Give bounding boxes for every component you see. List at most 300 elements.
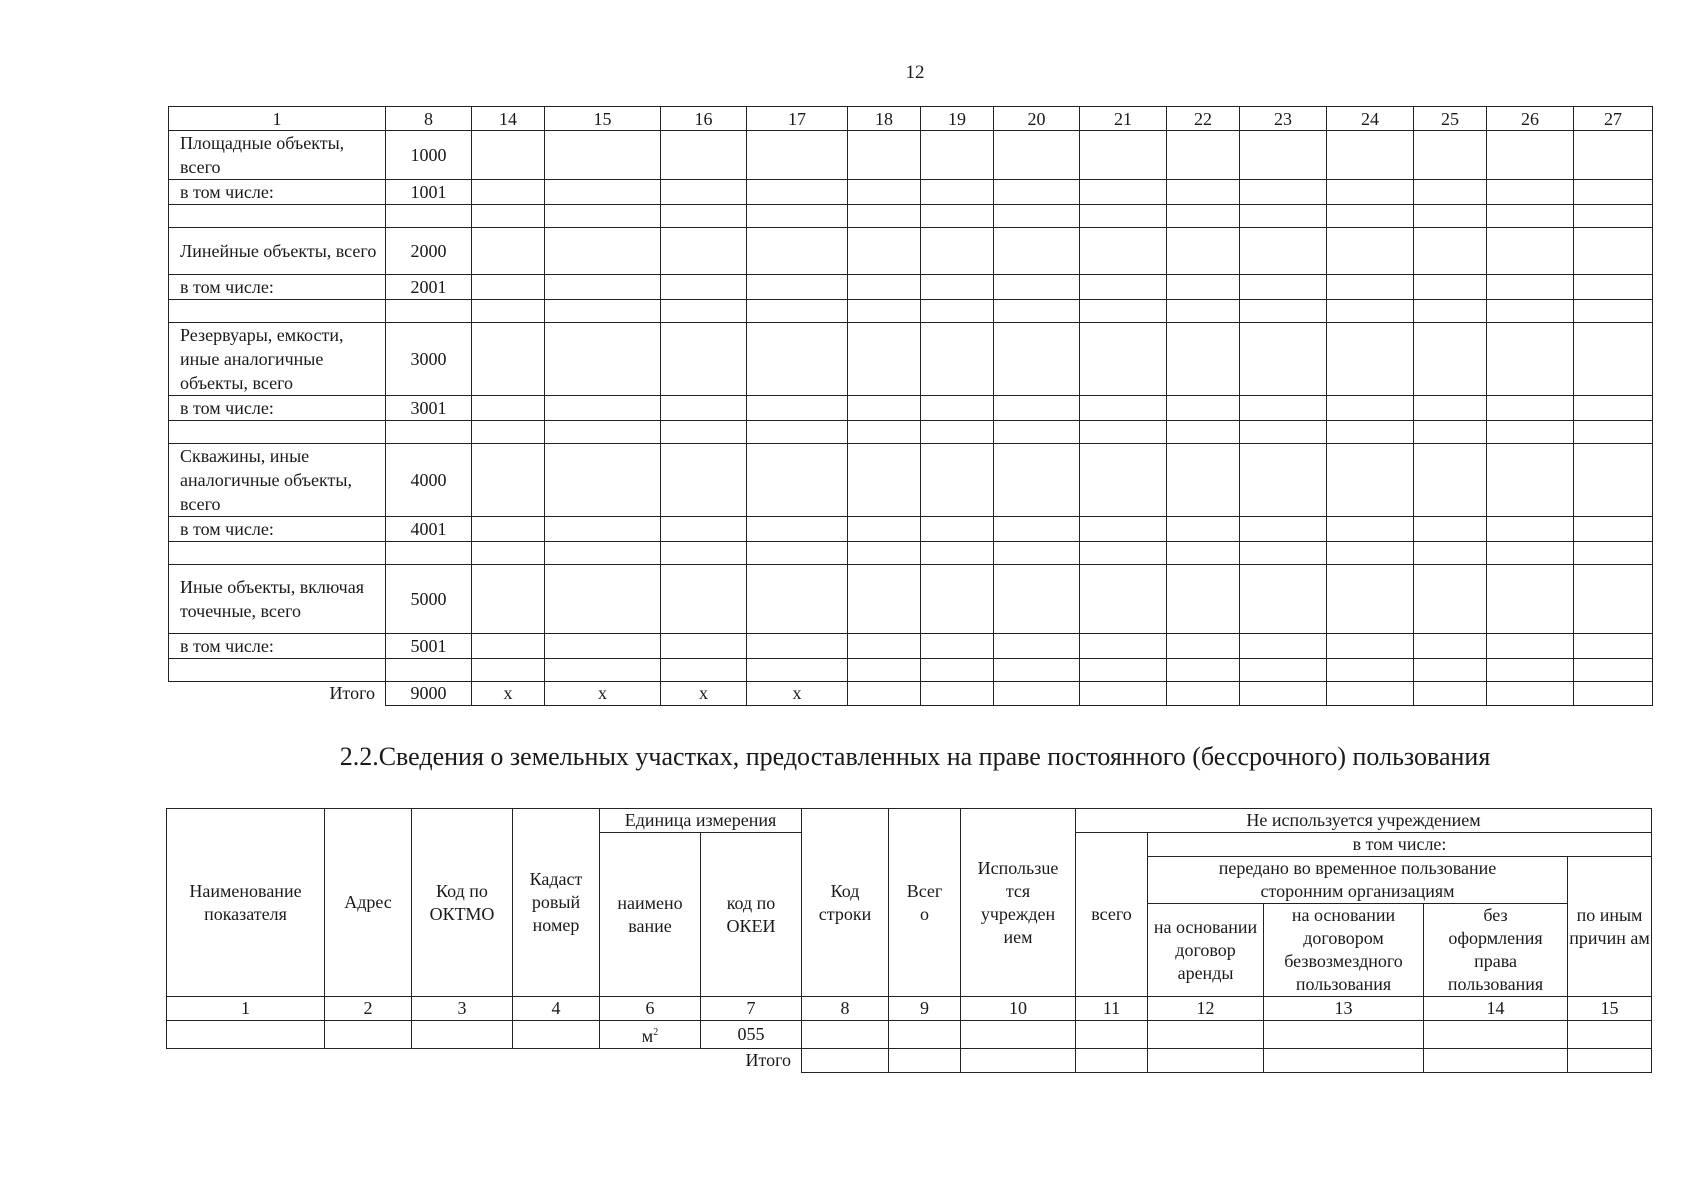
value-cell: [848, 565, 921, 634]
value-cell: [994, 421, 1080, 444]
data-cell: [802, 1021, 889, 1049]
column-number: 8: [386, 107, 472, 131]
value-cell: [848, 682, 921, 706]
column-number: 3: [412, 997, 513, 1021]
row-code: 4001: [386, 517, 472, 542]
value-cell: [472, 180, 545, 205]
value-cell: [661, 565, 747, 634]
value-cell: [1414, 228, 1487, 275]
value-cell: [994, 517, 1080, 542]
value-cell: [747, 180, 848, 205]
column-number: 1: [167, 997, 325, 1021]
value-cell: [848, 180, 921, 205]
value-cell: [1414, 542, 1487, 565]
value-cell: [747, 205, 848, 228]
value-cell: [1080, 517, 1167, 542]
x-mark: х: [545, 682, 661, 706]
value-cell: [747, 565, 848, 634]
total-cell: [802, 1049, 889, 1073]
value-cell: [1574, 634, 1653, 659]
value-cell: [1080, 180, 1167, 205]
value-cell: [1327, 565, 1414, 634]
value-cell: [994, 542, 1080, 565]
value-cell: [472, 131, 545, 180]
value-cell: [1080, 542, 1167, 565]
value-cell: [472, 542, 545, 565]
value-cell: [1414, 565, 1487, 634]
value-cell: [747, 396, 848, 421]
value-cell: [1080, 444, 1167, 517]
total-cell: [1264, 1049, 1424, 1073]
value-cell: [545, 275, 661, 300]
value-cell: [169, 542, 386, 565]
data-cell: [325, 1021, 412, 1049]
column-number: 25: [1414, 107, 1487, 131]
column-number: 27: [1574, 107, 1653, 131]
value-cell: [921, 682, 994, 706]
value-cell: [747, 131, 848, 180]
value-cell: [1240, 682, 1327, 706]
hdr-not-used-total: всего: [1076, 833, 1148, 997]
value-cell: [994, 682, 1080, 706]
value-cell: [994, 565, 1080, 634]
row-code: 1001: [386, 180, 472, 205]
value-cell: [661, 634, 747, 659]
row-code: 2000: [386, 228, 472, 275]
row-name: в том числе:: [169, 517, 386, 542]
value-cell: [921, 542, 994, 565]
value-cell: [1414, 205, 1487, 228]
value-cell: [1327, 396, 1414, 421]
column-number: 21: [1080, 107, 1167, 131]
value-cell: [1574, 542, 1653, 565]
value-cell: [1574, 396, 1653, 421]
value-cell: [545, 396, 661, 421]
value-cell: [1167, 205, 1240, 228]
value-cell: [386, 300, 472, 323]
total-cell: [1424, 1049, 1568, 1073]
value-cell: [848, 659, 921, 682]
row-code: 4000: [386, 444, 472, 517]
value-cell: [1327, 659, 1414, 682]
total-cell: [961, 1049, 1076, 1073]
total-cell: [889, 1049, 961, 1073]
value-cell: [994, 300, 1080, 323]
value-cell: [1487, 517, 1574, 542]
okei-value: 055: [701, 1021, 802, 1049]
value-cell: [545, 565, 661, 634]
value-cell: [1080, 565, 1167, 634]
value-cell: [1487, 565, 1574, 634]
value-cell: [1327, 180, 1414, 205]
value-cell: [994, 205, 1080, 228]
hdr-other: по иным причин ам: [1568, 857, 1652, 997]
value-cell: [1327, 205, 1414, 228]
value-cell: [994, 659, 1080, 682]
value-cell: [1327, 634, 1414, 659]
value-cell: [386, 542, 472, 565]
column-number: 9: [889, 997, 961, 1021]
value-cell: [545, 205, 661, 228]
column-number: 14: [472, 107, 545, 131]
value-cell: [472, 659, 545, 682]
value-cell: [1487, 300, 1574, 323]
value-cell: [386, 205, 472, 228]
value-cell: [1167, 634, 1240, 659]
value-cell: [1487, 205, 1574, 228]
value-cell: [1167, 421, 1240, 444]
value-cell: [1327, 444, 1414, 517]
value-cell: [661, 421, 747, 444]
value-cell: [1414, 659, 1487, 682]
value-cell: [848, 300, 921, 323]
page-number: 12: [905, 62, 925, 83]
value-cell: [1574, 659, 1653, 682]
value-cell: [747, 275, 848, 300]
value-cell: [386, 659, 472, 682]
value-cell: [1327, 517, 1414, 542]
value-cell: [1487, 634, 1574, 659]
data-cell: [513, 1021, 600, 1049]
value-cell: [1240, 323, 1327, 396]
row-code: 3001: [386, 396, 472, 421]
row-code: 3000: [386, 323, 472, 396]
value-cell: [1487, 444, 1574, 517]
value-cell: [848, 542, 921, 565]
column-number: 15: [1568, 997, 1652, 1021]
value-cell: [1080, 205, 1167, 228]
x-mark: х: [747, 682, 848, 706]
value-cell: [1240, 396, 1327, 421]
value-cell: [1167, 300, 1240, 323]
value-cell: [747, 421, 848, 444]
data-cell: [889, 1021, 961, 1049]
value-cell: [1080, 682, 1167, 706]
value-cell: [169, 421, 386, 444]
hdr-used: Использue тся учрежден ием: [961, 809, 1076, 997]
section-title: 2.2.Сведения о земельных участках, предоставленных на праве постоянного (бессрочного) пользования: [339, 742, 1491, 771]
value-cell: [1574, 682, 1653, 706]
value-cell: [848, 323, 921, 396]
row-code: 2001: [386, 275, 472, 300]
value-cell: [848, 444, 921, 517]
value-cell: [472, 396, 545, 421]
row-name: в том числе:: [169, 180, 386, 205]
total-code: 9000: [386, 682, 472, 706]
value-cell: [1487, 421, 1574, 444]
objects-table: [168, 106, 1653, 706]
column-number: 12: [1148, 997, 1264, 1021]
value-cell: [1327, 300, 1414, 323]
value-cell: [661, 180, 747, 205]
value-cell: [1487, 659, 1574, 682]
value-cell: [545, 421, 661, 444]
value-cell: [1080, 323, 1167, 396]
value-cell: [472, 275, 545, 300]
value-cell: [1167, 228, 1240, 275]
value-cell: [472, 228, 545, 275]
row-name: в том числе:: [169, 634, 386, 659]
column-number: 2: [325, 997, 412, 1021]
value-cell: [1487, 542, 1574, 565]
value-cell: [1167, 131, 1240, 180]
data-cell: [1568, 1021, 1652, 1049]
value-cell: [1080, 421, 1167, 444]
column-number: 26: [1487, 107, 1574, 131]
value-cell: [545, 517, 661, 542]
value-cell: [921, 228, 994, 275]
value-cell: [1414, 300, 1487, 323]
value-cell: [1414, 634, 1487, 659]
row-code: 5001: [386, 634, 472, 659]
data-cell: [1148, 1021, 1264, 1049]
value-cell: [747, 228, 848, 275]
value-cell: [921, 275, 994, 300]
value-cell: [747, 542, 848, 565]
hdr-name: Наименование показателя: [167, 809, 325, 997]
value-cell: [1240, 659, 1327, 682]
value-cell: [1167, 180, 1240, 205]
column-number: 6: [600, 997, 701, 1021]
value-cell: [1414, 396, 1487, 421]
value-cell: [169, 659, 386, 682]
value-cell: [1327, 682, 1414, 706]
value-cell: [1414, 517, 1487, 542]
total-label: Итого: [329, 683, 375, 703]
value-cell: [747, 517, 848, 542]
value-cell: [1167, 659, 1240, 682]
value-cell: [921, 205, 994, 228]
column-number: 17: [747, 107, 848, 131]
total-cell: [1568, 1049, 1652, 1073]
value-cell: [545, 228, 661, 275]
value-cell: [1080, 275, 1167, 300]
value-cell: [921, 421, 994, 444]
total-label: Итого: [745, 1050, 792, 1070]
row-name: в том числе:: [169, 396, 386, 421]
column-number: 16: [661, 107, 747, 131]
value-cell: [1574, 517, 1653, 542]
value-cell: [1080, 396, 1167, 421]
data-cell: [1264, 1021, 1424, 1049]
value-cell: [472, 323, 545, 396]
value-cell: [661, 444, 747, 517]
value-cell: [994, 444, 1080, 517]
value-cell: [1574, 300, 1653, 323]
value-cell: [1080, 300, 1167, 323]
value-cell: [545, 659, 661, 682]
value-cell: [994, 634, 1080, 659]
value-cell: [1414, 323, 1487, 396]
value-cell: [545, 444, 661, 517]
value-cell: [661, 228, 747, 275]
value-cell: [1327, 228, 1414, 275]
value-cell: [921, 180, 994, 205]
value-cell: [1487, 180, 1574, 205]
hdr-not-used: Не используется учреждением: [1076, 809, 1652, 833]
total-cell: [1076, 1049, 1148, 1073]
value-cell: [921, 323, 994, 396]
unit-value: $м^2$: [600, 1021, 701, 1049]
value-cell: [921, 517, 994, 542]
value-cell: [994, 323, 1080, 396]
value-cell: [747, 444, 848, 517]
value-cell: [661, 517, 747, 542]
value-cell: [661, 131, 747, 180]
row-name: Резервуары, емкости, иные аналогичные объекты, всего: [169, 323, 386, 396]
value-cell: [1487, 275, 1574, 300]
value-cell: [661, 542, 747, 565]
land-plots-table: [166, 808, 1652, 1073]
value-cell: [994, 275, 1080, 300]
value-cell: [1080, 659, 1167, 682]
row-name: Скважины, иные аналогичные объекты, всего: [169, 444, 386, 517]
value-cell: [921, 634, 994, 659]
value-cell: [1574, 444, 1653, 517]
value-cell: [1240, 180, 1327, 205]
value-cell: [1327, 421, 1414, 444]
value-cell: [661, 205, 747, 228]
value-cell: [1240, 300, 1327, 323]
value-cell: [545, 542, 661, 565]
value-cell: [1574, 275, 1653, 300]
value-cell: [1240, 228, 1327, 275]
value-cell: [994, 131, 1080, 180]
value-cell: [1414, 180, 1487, 205]
column-number: 20: [994, 107, 1080, 131]
value-cell: [1487, 323, 1574, 396]
hdr-unit: Единица измерения: [600, 809, 802, 833]
hdr-address: Адрес: [325, 809, 412, 997]
hdr-transferred: передано во временное пользование сторонним организациям: [1148, 857, 1568, 904]
value-cell: [1240, 275, 1327, 300]
value-cell: [1574, 131, 1653, 180]
value-cell: [921, 444, 994, 517]
value-cell: [661, 300, 747, 323]
value-cell: [472, 634, 545, 659]
column-number: 15: [545, 107, 661, 131]
hdr-oktmo: Код по ОКТМО: [412, 809, 513, 997]
column-number: 10: [961, 997, 1076, 1021]
value-cell: [545, 180, 661, 205]
value-cell: [848, 396, 921, 421]
value-cell: [472, 444, 545, 517]
value-cell: [1574, 421, 1653, 444]
total-cell: [1148, 1049, 1264, 1073]
data-cell: [412, 1021, 513, 1049]
column-number: 1: [169, 107, 386, 131]
row-name: Линейные объекты, всего: [169, 228, 386, 275]
value-cell: [921, 300, 994, 323]
value-cell: [1414, 682, 1487, 706]
value-cell: [921, 659, 994, 682]
value-cell: [545, 323, 661, 396]
value-cell: [1167, 396, 1240, 421]
value-cell: [1327, 275, 1414, 300]
value-cell: [472, 565, 545, 634]
value-cell: [1240, 565, 1327, 634]
value-cell: [848, 275, 921, 300]
value-cell: [545, 131, 661, 180]
value-cell: [1240, 205, 1327, 228]
value-cell: [661, 323, 747, 396]
value-cell: [545, 634, 661, 659]
value-cell: [1574, 228, 1653, 275]
value-cell: [661, 275, 747, 300]
value-cell: [848, 205, 921, 228]
row-code: 1000: [386, 131, 472, 180]
hdr-cadastral: Кадаст ровый номер: [513, 809, 600, 997]
value-cell: [848, 634, 921, 659]
column-number: 13: [1264, 997, 1424, 1021]
value-cell: [994, 180, 1080, 205]
value-cell: [472, 205, 545, 228]
value-cell: [472, 300, 545, 323]
value-cell: [747, 323, 848, 396]
value-cell: [1167, 323, 1240, 396]
value-cell: [848, 131, 921, 180]
data-cell: [1076, 1021, 1148, 1049]
value-cell: [994, 228, 1080, 275]
row-name: в том числе:: [169, 275, 386, 300]
value-cell: [169, 205, 386, 228]
value-cell: [1080, 634, 1167, 659]
value-cell: [1240, 517, 1327, 542]
column-number: 11: [1076, 997, 1148, 1021]
value-cell: [848, 517, 921, 542]
value-cell: [1487, 131, 1574, 180]
value-cell: [1414, 421, 1487, 444]
value-cell: [1167, 565, 1240, 634]
column-number: 14: [1424, 997, 1568, 1021]
value-cell: [1080, 131, 1167, 180]
value-cell: [1327, 542, 1414, 565]
value-cell: [1327, 131, 1414, 180]
value-cell: [1574, 323, 1653, 396]
hdr-no-docs: без оформления права пользования: [1424, 904, 1568, 997]
x-mark: х: [661, 682, 747, 706]
data-cell: [167, 1021, 325, 1049]
value-cell: [747, 659, 848, 682]
column-number: 23: [1240, 107, 1327, 131]
value-cell: [1167, 542, 1240, 565]
value-cell: [747, 634, 848, 659]
column-number: 18: [848, 107, 921, 131]
data-cell: [1424, 1021, 1568, 1049]
value-cell: [848, 228, 921, 275]
hdr-total: Всег о: [889, 809, 961, 997]
row-code: 5000: [386, 565, 472, 634]
value-cell: [1240, 542, 1327, 565]
value-cell: [1487, 396, 1574, 421]
value-cell: [386, 421, 472, 444]
row-name: Площадные объекты, всего: [169, 131, 386, 180]
value-cell: [1240, 421, 1327, 444]
value-cell: [1167, 444, 1240, 517]
hdr-unit-name: наимено вание: [600, 833, 701, 997]
value-cell: [1167, 517, 1240, 542]
value-cell: [1574, 565, 1653, 634]
data-cell: [961, 1021, 1076, 1049]
value-cell: [1080, 228, 1167, 275]
hdr-including: в том числе:: [1148, 833, 1652, 857]
value-cell: [472, 421, 545, 444]
row-name: Иные объекты, включая точечные, всего: [169, 565, 386, 634]
x-mark: х: [472, 682, 545, 706]
value-cell: [1327, 323, 1414, 396]
value-cell: [472, 517, 545, 542]
hdr-row-code: Код строки: [802, 809, 889, 997]
